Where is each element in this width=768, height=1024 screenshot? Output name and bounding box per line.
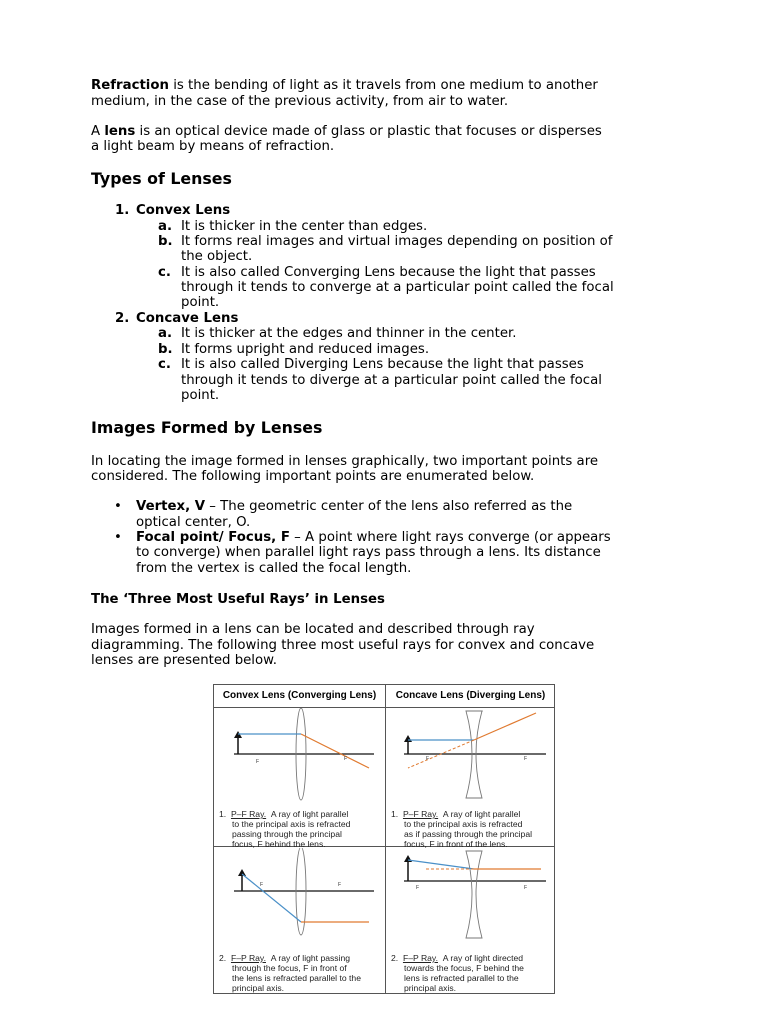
convex-item-a: It is thicker in the center than edges.	[181, 219, 428, 234]
focus-label: F	[524, 756, 528, 762]
convex-pf-caption-line3: passing through the principal	[232, 829, 342, 839]
focal-point-line2: to converge) when parallel light rays pass through a lens. Its distance	[136, 545, 601, 560]
vertex-line1: Vertex, V – The geometric center of the lens also referred as the	[136, 499, 573, 514]
concave-fp-caption-line1: 2. F–P Ray. A ray of light directed	[391, 953, 524, 963]
concave-pf-caption-line4: focus, F in front of the lens.	[404, 839, 508, 849]
images-formed-heading: Images Formed by Lenses	[91, 418, 323, 437]
focus-label: F	[416, 885, 420, 891]
focal-point-line1: Focal point/ Focus, F – A point where light rays converge (or appears	[136, 530, 611, 545]
rays-paragraph-line3: lenses are presented below.	[91, 653, 278, 668]
images-paragraph-line2: considered. The following important points are enumerated below.	[91, 469, 535, 484]
convex-item-b-letter: b.	[158, 234, 173, 249]
concave-lens-title: Concave Lens	[136, 311, 239, 326]
concave-fp-caption-line3: lens is refracted parallel to the	[404, 973, 519, 983]
convex-column-header: Convex Lens (Converging Lens)	[222, 690, 377, 701]
focus-label: F	[344, 756, 348, 762]
focal-point-term: Focal point/ Focus, F	[136, 530, 290, 545]
convex-fp-ray-diagram	[214, 848, 385, 943]
types-of-lenses-heading: Types of Lenses	[91, 169, 232, 188]
concave-pf-caption-line3: as if passing through the principal	[404, 829, 533, 839]
lens-definition-line2: a light beam by means of refraction.	[91, 139, 335, 154]
convex-lens-title: Convex Lens	[136, 203, 231, 218]
convex-pf-caption-line4: focus, F behind the lens.	[232, 839, 326, 849]
vertex-line2: optical center, O.	[136, 515, 251, 530]
convex-number: 1.	[115, 203, 130, 218]
convex-fp-caption-line4: principal axis.	[232, 983, 285, 993]
concave-fp-caption-line4: principal axis.	[404, 983, 457, 993]
refraction-definition-line2: medium, in the case of the previous activity, from air to water.	[91, 94, 509, 109]
useful-rays-heading: The ‘Three Most Useful Rays’ in Lenses	[91, 592, 385, 607]
convex-fp-caption-line2: through the focus, F in front of	[232, 963, 347, 973]
concave-fp-ray-diagram	[386, 848, 556, 943]
rays-paragraph-line1: Images formed in a lens can be located and described through ray	[91, 622, 535, 637]
images-paragraph-line1: In locating the image formed in lenses graphically, two important points are	[91, 454, 599, 469]
vertex-term: Vertex, V	[136, 499, 206, 514]
refraction-definition-line1: Refraction is the bending of light as it travels from one medium to another	[91, 78, 598, 93]
convex-pf-caption-line2: to the principal axis is refracted	[232, 819, 351, 829]
ray-diagram-figure	[213, 684, 555, 994]
concave-item-c-line3: point.	[181, 388, 220, 403]
convex-item-a-letter: a.	[158, 219, 173, 234]
focal-point-line3: from the vertex is called the focal length.	[136, 561, 412, 576]
convex-item-c-line1: It is also called Converging Lens because the light that passes	[181, 265, 596, 280]
refraction-term: Refraction	[91, 78, 169, 93]
focus-label: F	[256, 759, 260, 765]
convex-item-c-line2: through it tends to converge at a particular point called the focal	[181, 280, 614, 295]
concave-item-c-letter: c.	[158, 357, 171, 372]
concave-item-a-letter: a.	[158, 326, 173, 341]
concave-pf-ray-diagram	[386, 708, 556, 803]
focus-label: F	[338, 882, 342, 888]
focus-label: F	[524, 885, 528, 891]
lens-definition-line1: A lens is an optical device made of glass or plastic that focuses or disperses	[91, 124, 602, 139]
convex-fp-caption-line3: the lens is refracted parallel to the	[232, 973, 361, 983]
concave-column-header: Concave Lens (Diverging Lens)	[395, 690, 546, 701]
convex-fp-caption-line1: 2. F–P Ray. A ray of light passing	[219, 953, 351, 963]
concave-item-c-line1: It is also called Diverging Lens because the light that passes	[181, 357, 584, 372]
convex-pf-ray-diagram	[214, 708, 385, 803]
convex-item-c-letter: c.	[158, 265, 171, 280]
focus-label: F	[260, 882, 264, 888]
focus-label: F	[426, 756, 430, 762]
lens-term: lens	[104, 124, 136, 139]
convex-item-c-line3: point.	[181, 295, 220, 310]
bullet-dot: •	[114, 530, 122, 545]
concave-item-c-line2: through it tends to diverge at a particular point called the focal	[181, 373, 602, 388]
concave-pf-caption-line1: 1. P–F Ray. A ray of light parallel	[391, 809, 521, 819]
convex-item-b-line2: the object.	[181, 249, 253, 264]
bullet-dot: •	[114, 499, 122, 514]
concave-item-a: It is thicker at the edges and thinner in the center.	[181, 326, 517, 341]
convex-item-b-line1: It forms real images and virtual images depending on position of	[181, 234, 613, 249]
concave-fp-caption-line2: towards the focus, F behind the	[404, 963, 524, 973]
concave-pf-caption-line2: to the principal axis is refracted	[404, 819, 523, 829]
rays-paragraph-line2: diagramming. The following three most useful rays for convex and concave	[91, 638, 595, 653]
convex-pf-caption-line1: 1. P–F Ray. A ray of light parallel	[219, 809, 349, 819]
concave-item-b: It forms upright and reduced images.	[181, 342, 430, 357]
concave-number: 2.	[115, 311, 130, 326]
concave-item-b-letter: b.	[158, 342, 173, 357]
